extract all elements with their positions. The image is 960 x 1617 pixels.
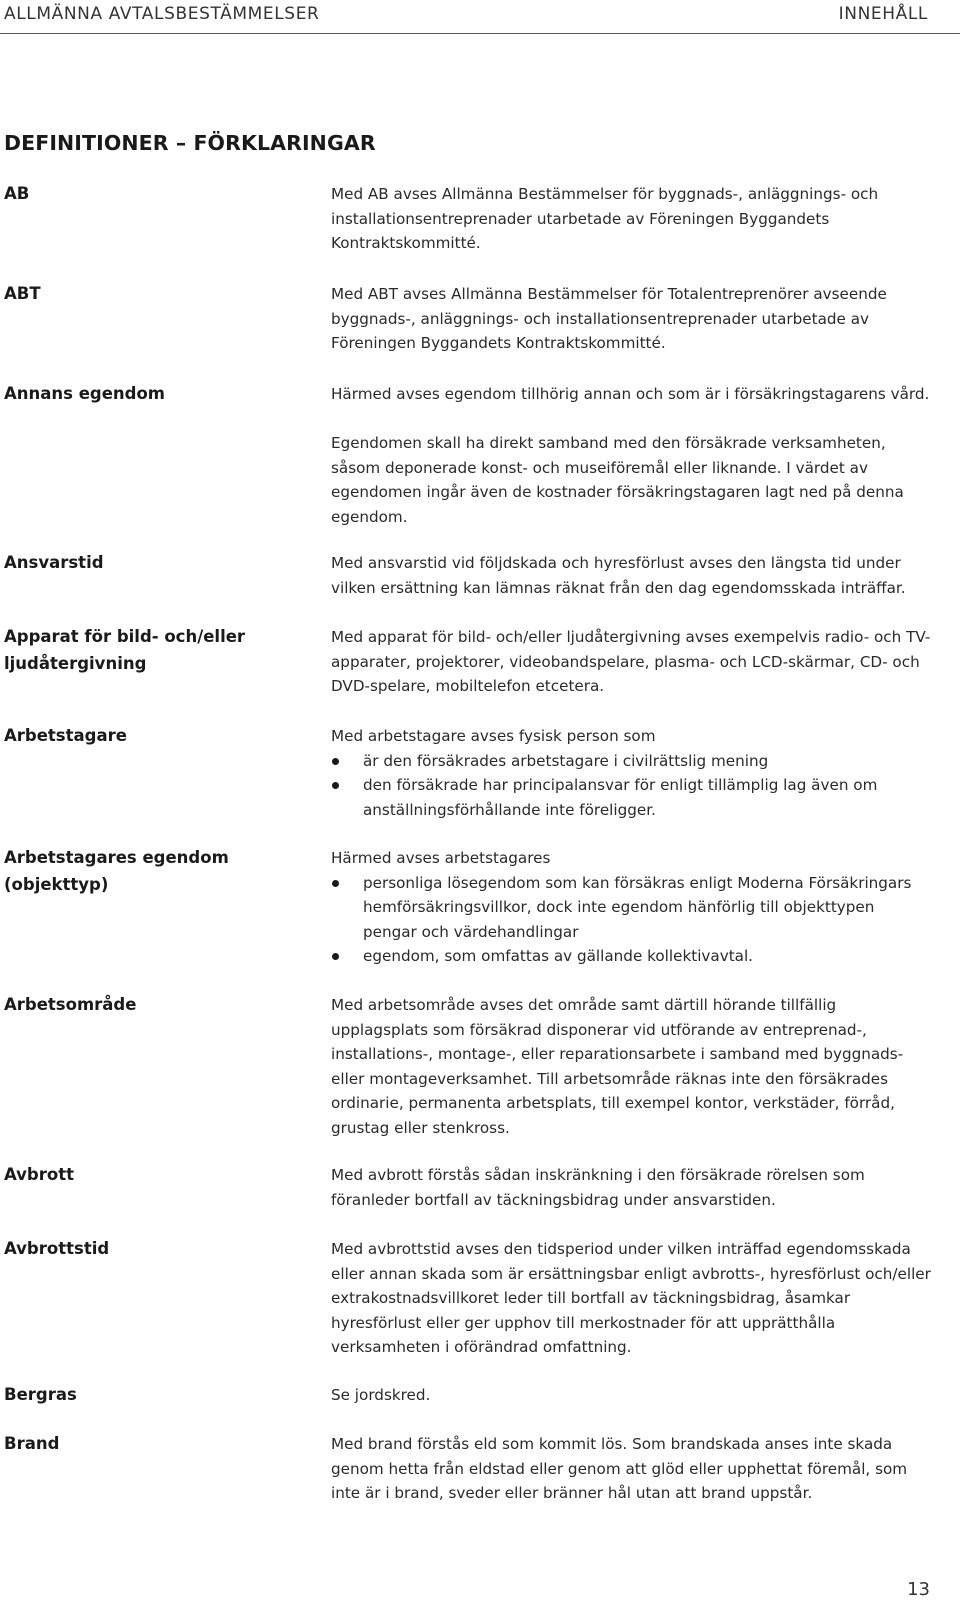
term-label: Avbrottstid: [4, 1239, 110, 1258]
definition-paragraph: Egendomen skall ha direkt samband med den försäkrade verksamheten, såsom deponerade konst- och museiföremål eller liknande. I värdet av egendomen ingår även de kostnader försäkringstagaren lagt ned på denna egendom.: [331, 434, 904, 526]
term-ansvarstid: [4, 549, 304, 576]
definition-paragraph: Med ABT avses Allmänna Bestämmelser för Totalentreprenörer avseende byggnads-, anläggnings- och installationsentreprenader utarbetade av Föreningen Byggandets Kontraktskommitté.: [331, 285, 887, 353]
header-document-title: ALLMÄNNA AVTALSBESTÄMMELSER: [4, 4, 320, 24]
definition-avbrottstid: [331, 1237, 931, 1360]
term-label: Bergras: [4, 1385, 77, 1404]
term-label: Annans egendom: [4, 384, 165, 403]
term-arbetsomrade: [4, 991, 304, 1018]
bullet-list: [331, 749, 931, 823]
definition-paragraph: Med ansvarstid vid följdskada och hyresförlust avses den längsta tid under vilken ersättning kan lämnas räknat från den dag egendomsskada inträffar.: [331, 554, 906, 597]
bullet-list: [331, 871, 931, 969]
term-apparat: [4, 623, 304, 677]
definition-ansvarstid: [331, 551, 931, 600]
definition-paragraph: Med brand förstås eld som kommit lös. Som brandskada anses inte skada genom hetta från eldstad eller genom att glöd eller upphettat föremål, som inte är i brand, sveder eller bränner hål utan att brand uppstår.: [331, 1435, 908, 1503]
term-label: Arbetstagare: [4, 726, 127, 745]
term-ab: [4, 180, 304, 207]
bullet-item: personliga lösegendom som kan försäkras enligt Moderna Försäkringars hemförsäkringsvillkor, dock inte egendom hänförlig till objekttypen pengar och värdehandlingar: [331, 871, 931, 945]
definition-arbetsomrade: [331, 993, 931, 1141]
term-label-line: Arbetstagares egendom: [4, 848, 229, 867]
term-label-line: (objekttyp): [4, 875, 109, 894]
term-arbetstagares-egendom: [4, 844, 304, 898]
term-bergras: [4, 1381, 304, 1408]
term-label-line: ljudåtergivning: [4, 654, 147, 673]
definition-ab: [331, 182, 931, 256]
bullet-item: den försäkrade har principalansvar för enligt tillämplig lag även om anställningsförhållande inte föreligger.: [331, 773, 931, 822]
section-title: DEFINITIONER – FÖRKLARINGAR: [4, 131, 376, 155]
definition-intro: Härmed avses arbetstagares: [331, 849, 551, 867]
bullet-item: är den försäkrades arbetstagare i civilrättslig mening: [331, 749, 931, 774]
definition-annans-egendom: [331, 382, 931, 407]
bullet-item: egendom, som omfattas av gällande kollektivavtal.: [331, 944, 931, 969]
term-abt: [4, 280, 304, 307]
term-avbrottstid: [4, 1235, 304, 1262]
term-avbrott: [4, 1161, 304, 1188]
term-label: AB: [4, 184, 30, 203]
term-label: Arbetsområde: [4, 995, 137, 1014]
page-number: 13: [907, 1579, 930, 1600]
running-header: [0, 0, 960, 34]
definition-paragraph: Med apparat för bild- och/eller ljudåtergivning avses exempelvis radio- och TV-apparater, projektorer, videobandspelare, plasma- och LCD-skärmar, CD- och DVD-spelare, mobiltelefon etcetera.: [331, 628, 931, 696]
header-contents-link[interactable]: INNEHÅLL: [838, 4, 928, 24]
term-label: ABT: [4, 284, 41, 303]
term-label: Brand: [4, 1434, 60, 1453]
definition-brand: [331, 1432, 931, 1506]
definition-abt: [331, 282, 931, 356]
term-arbetstagare: [4, 722, 304, 749]
definition-intro: Med arbetstagare avses fysisk person som: [331, 727, 656, 745]
term-brand: [4, 1430, 304, 1457]
definition-paragraph: Med avbrott förstås sådan inskränkning i den försäkrade rörelsen som föranleder bortfall av täckningsbidrag under ansvarstiden.: [331, 1166, 865, 1209]
definition-avbrott: [331, 1163, 931, 1212]
definition-arbetstagares-egendom: [331, 846, 931, 969]
definition-bergras: [331, 1383, 931, 1408]
definition-paragraph: Med arbetsområde avses det område samt därtill hörande tillfällig upplagsplats som försäkrad disponerar vid utförande av entreprenad-, installations-, montage-, eller reparationsarbete i samband med byggnads- eller montageverksamhet. Till arbetsområde räknas inte den försäkrades ordinarie, permanenta arbetsplats, till exempel kontor, verkstäder, förråd, grustag eller stenkross.: [331, 996, 904, 1137]
definition-annans-egendom-cont: [331, 431, 931, 529]
definition-paragraph: Härmed avses egendom tillhörig annan och som är i försäkringstagarens vård.: [331, 385, 930, 403]
term-label: Ansvarstid: [4, 553, 104, 572]
definition-apparat: [331, 625, 931, 699]
definition-paragraph: Med avbrottstid avses den tidsperiod under vilken inträffad egendomsskada eller annan skada som är ersättningsbar enligt avbrotts-, hyresförlust och/eller extrakostnadsvillkoret leder till bortfall av täckningsbidrag, åsamkar hyresförlust eller ger upphov till merkostnader för att upprätthålla verksamheten i oförändrad omfattning.: [331, 1240, 931, 1357]
term-label: Avbrott: [4, 1165, 74, 1184]
term-label-line: Apparat för bild- och/eller: [4, 627, 246, 646]
definition-paragraph: Se jordskred.: [331, 1386, 431, 1404]
definition-paragraph: Med AB avses Allmänna Bestämmelser för byggnads-, anläggnings- och installationsentreprenader utarbetade av Föreningen Byggandets Kontraktskommitté.: [331, 185, 879, 253]
definition-arbetstagare: [331, 724, 931, 822]
term-annans-egendom: [4, 380, 304, 407]
